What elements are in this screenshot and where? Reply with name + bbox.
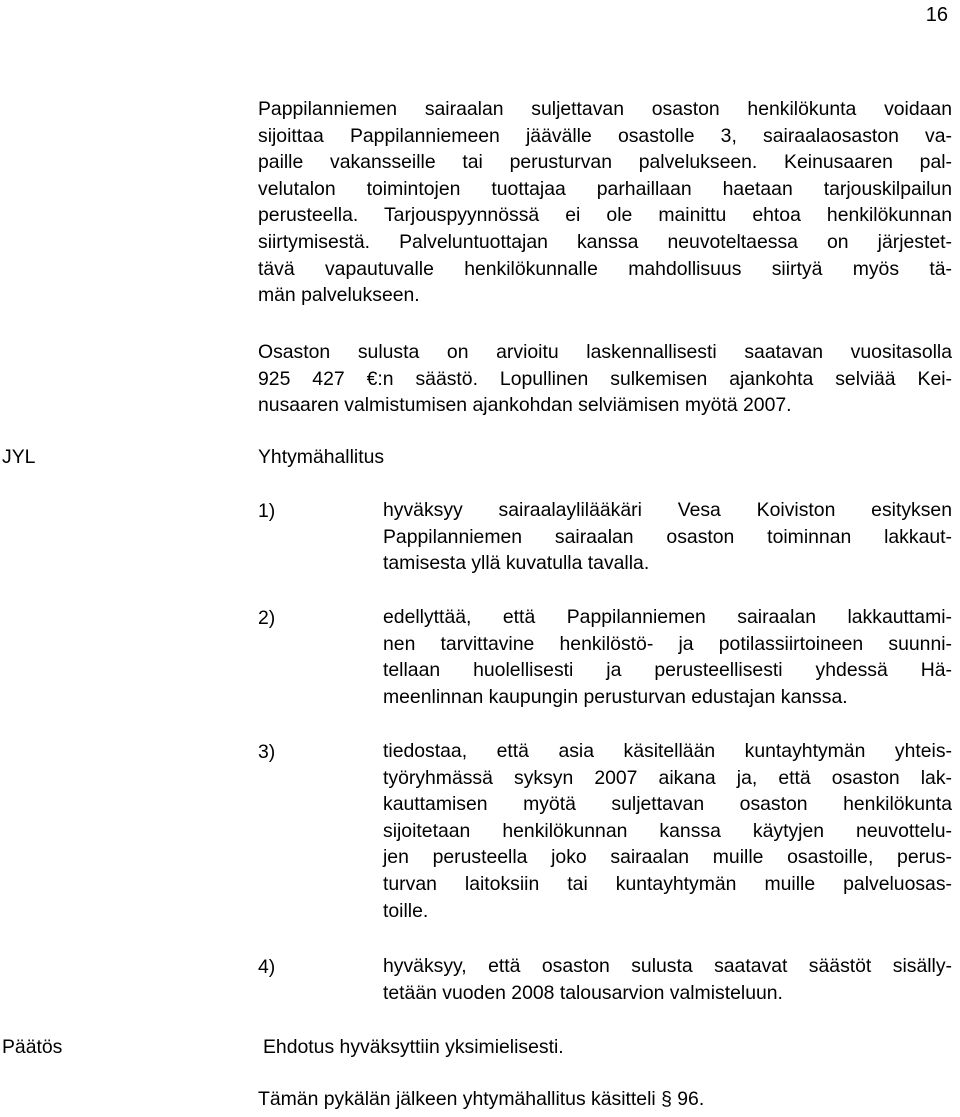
decision-item-3 [383, 738, 952, 924]
item-number: 1) [258, 500, 276, 522]
text-line: perusteella. Tarjouspyynnössä ei ole mainittu ehtoa henkilökunnan [258, 204, 952, 227]
text-line: kauttamisen myötä suljettavan osaston henkilökunta [383, 793, 952, 816]
board-heading: Yhtymähallitus [258, 446, 385, 468]
text-line: jen perusteella joko sairaalan muille osastoille, perus- [383, 846, 952, 869]
closing-text: Tämän pykälän jälkeen yhtymähallitus käsitteli § 96. [258, 1088, 705, 1110]
decision-label: Päätös [2, 1036, 63, 1058]
text-line: sijoitetaan henkilökunnan kanssa käytyjen neuvottelu- [383, 819, 952, 842]
text-line: män palvelukseen. [258, 284, 420, 307]
text-line: tiedostaa, että asia käsitellään kuntayhtymän yhteis- [383, 740, 952, 762]
item-number: 3) [258, 741, 276, 763]
text-line: hyväksyy, että osaston sulusta saatavat säästöt sisälly- [383, 955, 952, 977]
text-line: Pappilanniemen sairaalan suljettavan osaston henkilökunta voidaan [258, 98, 952, 120]
item-number: 4) [258, 956, 276, 978]
text-line: tetään vuoden 2008 talousarvion valmisteluun. [383, 981, 783, 1004]
decision-item-1 [383, 497, 952, 577]
text-line: tellaan huolellisesti ja perusteellisesti yhdessä Hä- [383, 659, 952, 682]
text-line: nen tarvittavine henkilöstö- ja potilassiirtoineen suunni- [383, 632, 952, 655]
text-line: sijoittaa Pappilanniemeen jäävälle osastolle 3, sairaalaosaston va- [258, 124, 952, 147]
text-line: velutalon toimintojen tuottajaa parhaillaan haetaan tarjouskilpailun [258, 177, 952, 200]
text-line: nusaaren valmistumisen ajankohdan selviämisen myötä 2007. [258, 394, 792, 417]
text-line: hyväksyy sairaalaylilääkäri Vesa Koiviston esityksen [383, 499, 952, 521]
decision-text: Ehdotus hyväksyttiin yksimielisesti. [263, 1036, 564, 1058]
item-number: 2) [258, 607, 276, 629]
text-line: Pappilanniemen sairaalan osaston toiminnan lakkaut- [383, 525, 952, 548]
decision-item-2 [383, 604, 952, 710]
decision-item-4 [383, 953, 952, 1006]
text-line: edellyttää, että Pappilanniemen sairaalan lakkauttami- [383, 606, 952, 628]
text-line: tamisesta yllä kuvatulla tavalla. [383, 552, 650, 575]
text-line: turvan laitoksiin tai kuntayhtymän muille palveluosas- [383, 872, 952, 895]
text-line: Osaston sulusta on arvioitu laskennallisesti saatavan vuositasolla [258, 341, 952, 363]
text-line: 925 427 €:n säästö. Lopullinen sulkemisen ajankohta selviää Kei- [258, 367, 952, 390]
text-line: työryhmässä syksyn 2007 aikana ja, että osaston lak- [383, 766, 952, 789]
text-line: toille. [383, 899, 429, 922]
text-line: tävä vapautuvalle henkilökunnalle mahdollisuus siirtyä myös tä- [258, 257, 952, 280]
text-line: paille vakansseille tai perusturvan palvelukseen. Keinusaaren pal- [258, 151, 952, 174]
text-line: meenlinnan kaupungin perusturvan edustajan kanssa. [383, 685, 848, 708]
body-paragraph-2 [258, 339, 952, 419]
body-paragraph-1 [258, 96, 952, 309]
page-number: 16 [925, 4, 948, 26]
proposal-label: JYL [2, 446, 36, 468]
text-line: siirtymisestä. Palveluntuottajan kanssa neuvoteltaessa on järjestet- [258, 230, 952, 253]
